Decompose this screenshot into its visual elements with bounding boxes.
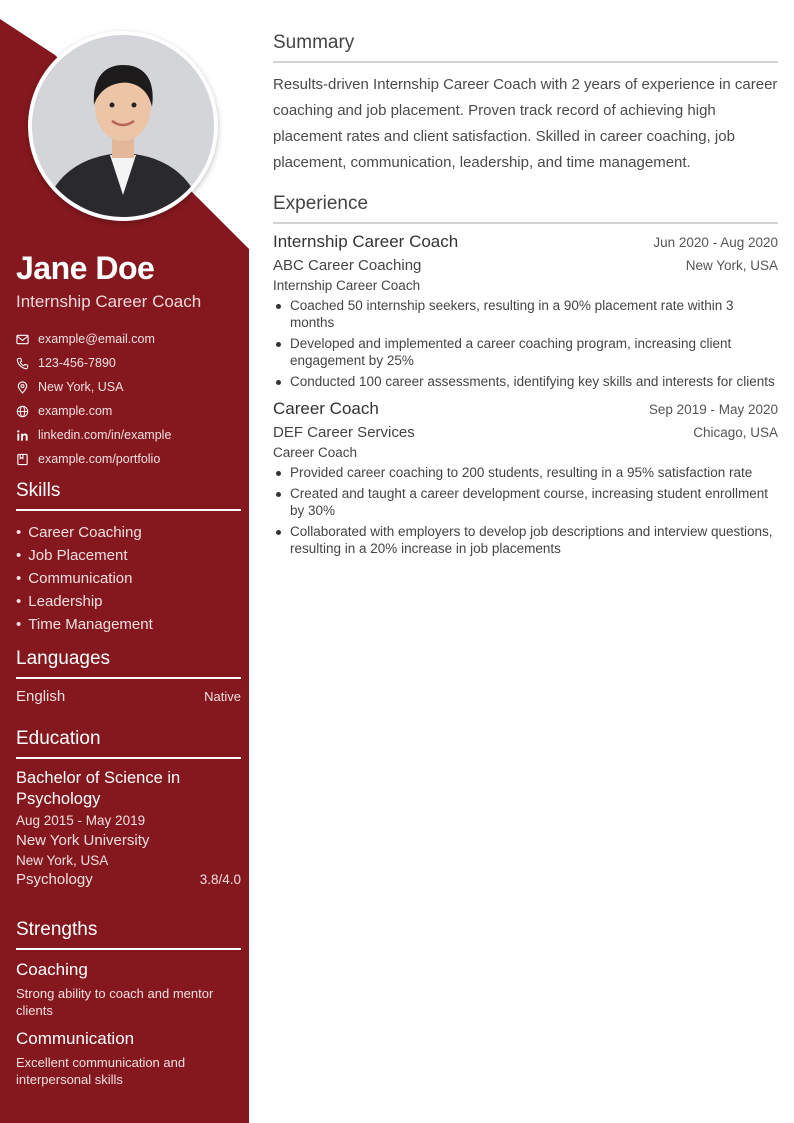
globe-icon <box>16 405 29 418</box>
job-role: Career Coach <box>273 445 358 460</box>
list-item: Coached 50 internship seekers, resulting in a 90% placement rate within 3 months <box>273 297 778 331</box>
summary-text: Results-driven Internship Career Coach with 2 years of experience in career coaching and job placement. Proven track record of achieving high placement rates and client satisfaction. Skilled in career coaching, job placement, communication, leadership, and time management. <box>273 76 778 171</box>
skills-section <box>16 480 241 636</box>
job-location: Chicago, USA <box>693 425 778 440</box>
job-entry <box>273 232 778 390</box>
list-item: • Leadership <box>16 590 241 613</box>
mail-icon <box>16 333 29 346</box>
experience-heading: Experience <box>273 193 778 224</box>
education-location: New York, USA <box>16 853 109 868</box>
contact-portfolio[interactable]: example.com/portfolio <box>16 447 241 471</box>
education-field: Psychology <box>16 871 93 888</box>
education-degree: Bachelor of Science in Psychology <box>16 769 181 808</box>
job-location: New York, USA <box>685 258 778 273</box>
language-name: English <box>16 688 66 705</box>
strength-description: Excellent communication and interpersonal skills <box>16 1055 186 1087</box>
job-company: ABC Career Coaching <box>273 257 422 274</box>
job-dates: Jun 2020 - Aug 2020 <box>653 235 778 250</box>
list-item: • Career Coaching <box>16 521 241 544</box>
strength-title: Coaching <box>16 960 88 979</box>
job-dates: Sep 2019 - May 2020 <box>648 402 778 417</box>
job-title: Career Coach <box>273 399 379 418</box>
summary-section <box>273 32 778 176</box>
job-bullets <box>273 464 778 557</box>
skills-heading: Skills <box>16 480 241 511</box>
list-item: Provided career coaching to 200 students, resulting in a 95% satisfaction rate <box>273 464 778 481</box>
contact-location: New York, USA <box>16 375 241 399</box>
candidate-title: Internship Career Coach <box>16 292 202 311</box>
job-role: Internship Career Coach <box>273 278 421 293</box>
strengths-heading: Strengths <box>16 919 241 950</box>
summary-heading: Summary <box>273 32 778 63</box>
contact-phone[interactable]: 123-456-7890 <box>16 351 241 375</box>
job-entry <box>273 399 778 557</box>
list-item: Developed and implemented a career coaching program, increasing client engagement by 25% <box>273 335 778 369</box>
job-title: Internship Career Coach <box>273 232 459 251</box>
linkedin-icon <box>16 429 29 442</box>
location-icon <box>16 381 29 394</box>
education-dates: Aug 2015 - May 2019 <box>16 813 146 828</box>
contact-list <box>16 327 241 471</box>
education-school: New York University <box>16 832 150 849</box>
list-item: Created and taught a career development course, increasing student enrollment by 30% <box>273 485 778 519</box>
education-field-row <box>16 871 241 888</box>
strength-description: Strong ability to coach and mentor clients <box>16 986 214 1018</box>
education-heading: Education <box>16 728 241 759</box>
contact-email[interactable]: example@email.com <box>16 327 241 351</box>
contact-linkedin[interactable]: linkedin.com/in/example <box>16 423 241 447</box>
experience-section <box>273 193 778 561</box>
education-gpa: 3.8/4.0 <box>199 872 241 887</box>
skills-list <box>16 521 241 636</box>
job-company: DEF Career Services <box>273 424 415 441</box>
phone-icon <box>16 357 29 370</box>
list-item: • Job Placement <box>16 544 241 567</box>
languages-section <box>16 648 241 705</box>
strengths-section <box>16 919 241 1088</box>
list-item: Conducted 100 career assessments, identifying key skills and interests for clients <box>273 373 778 390</box>
portfolio-icon <box>16 453 29 466</box>
list-item: • Communication <box>16 567 241 590</box>
job-bullets <box>273 297 778 390</box>
list-item: • Time Management <box>16 613 241 636</box>
strength-title: Communication <box>16 1029 135 1048</box>
candidate-name: Jane Doe <box>16 250 155 286</box>
contact-website[interactable]: example.com <box>16 399 241 423</box>
language-row <box>16 688 241 705</box>
list-item: Collaborated with employers to develop job descriptions and interview questions, resulting in a 20% increase in job placements <box>273 523 778 557</box>
languages-heading: Languages <box>16 648 241 679</box>
profile-photo <box>32 35 214 217</box>
language-level: Native <box>204 689 241 704</box>
education-section <box>16 728 241 888</box>
